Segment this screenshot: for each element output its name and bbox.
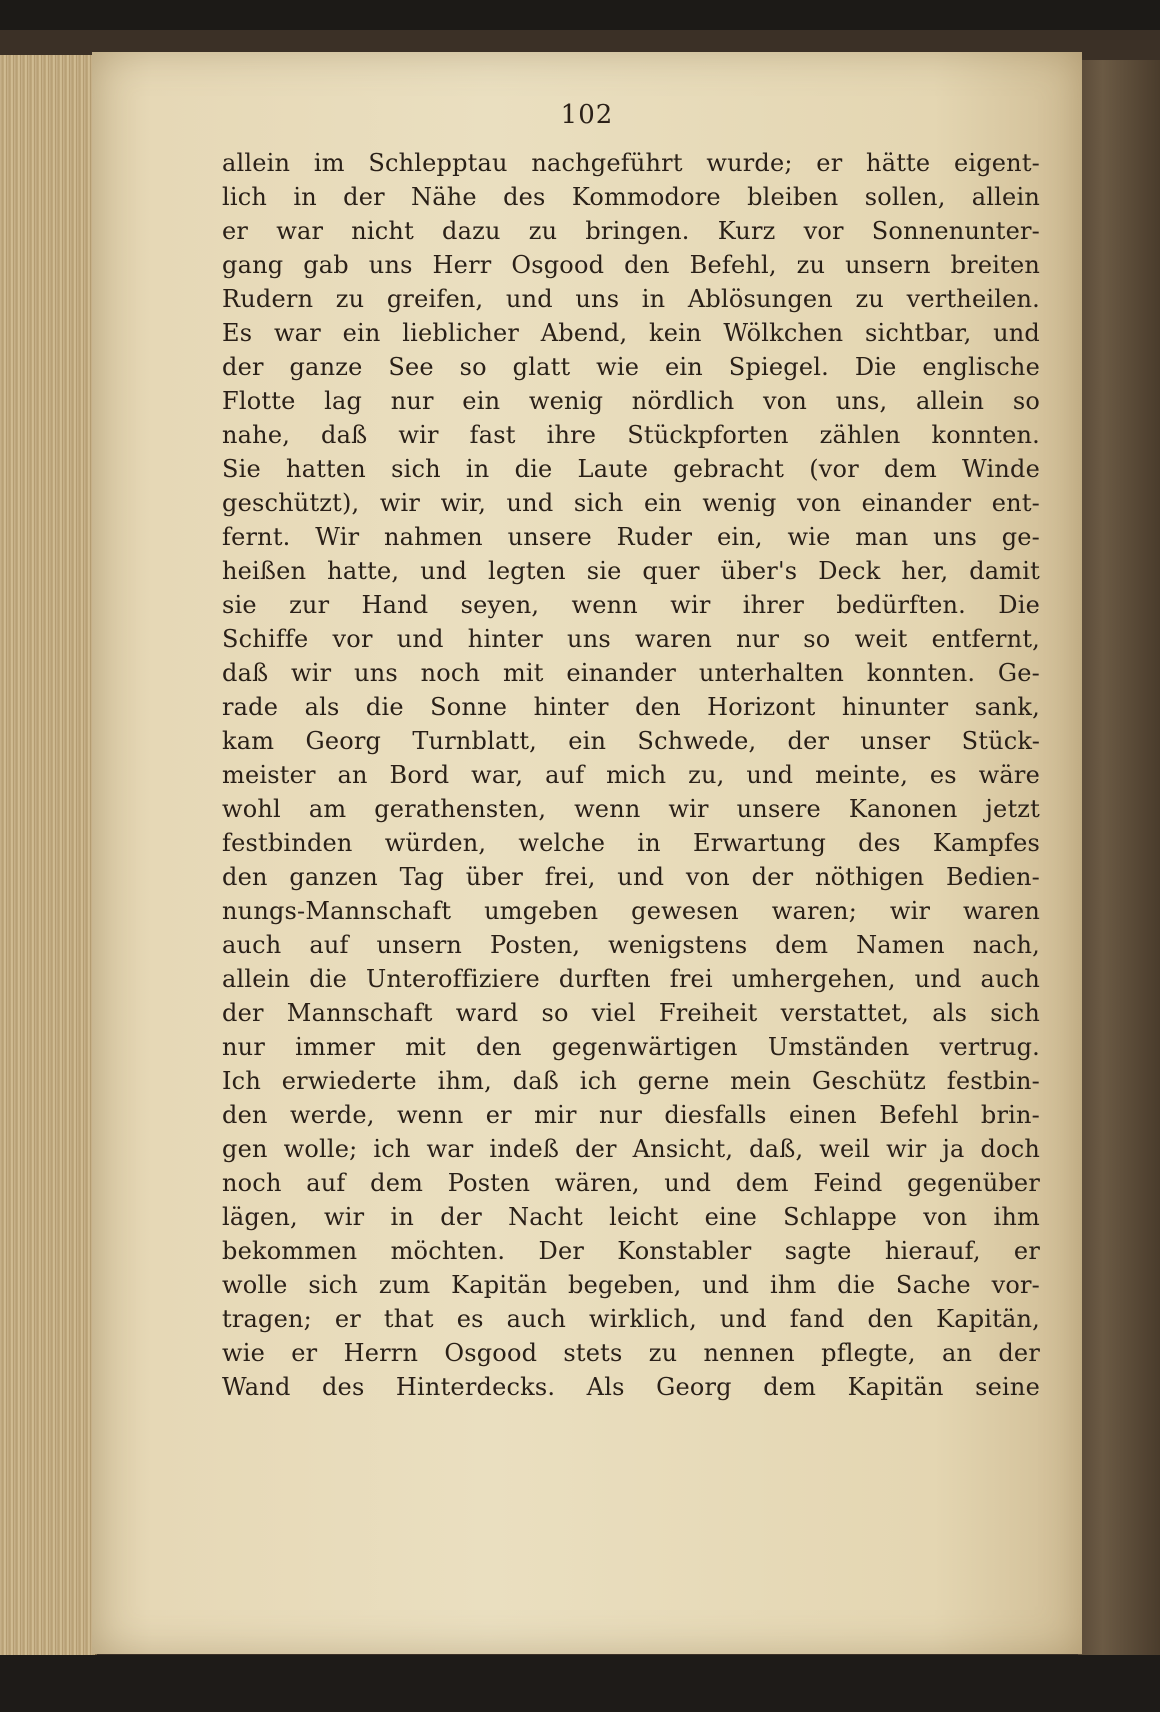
text-line: er war nicht dazu zu bringen. Kurz vor Sonnenunter- [222,217,1040,245]
text-line: Ich erwiederte ihm, daß ich gerne mein Geschütz festbin- [222,1067,1040,1095]
text-line: der ganze See so glatt wie ein Spiegel. Die englische [222,353,1040,381]
text-line: meister an Bord war, auf mich zu, und meinte, es wäre [222,761,1040,789]
text-line: Rudern zu greifen, und uns in Ablösungen zu vertheilen. [222,285,1040,313]
text-line: daß wir uns noch mit einander unterhalten konnten. Ge- [222,659,1040,687]
page-edges [0,55,97,1665]
text-line: auch auf unsern Posten, wenigstens dem Namen nach, [222,931,1040,959]
text-line: noch auf dem Posten wären, und dem Feind gegenüber [222,1169,1040,1197]
text-line: allein im Schlepptau nachgeführt wurde; er hätte eigent- [222,149,1040,177]
text-line: den ganzen Tag über frei, und von der nöthigen Bedien- [222,863,1040,891]
text-line: nungs-Mannschaft umgeben gewesen waren; wir waren [222,897,1040,925]
text-line: Flotte lag nur ein wenig nördlich von uns, allein so [222,387,1040,415]
text-line: Es war ein lieblicher Abend, kein Wölkchen sichtbar, und [222,319,1040,347]
page-number: 102 [560,100,614,130]
book-page [92,52,1082,1654]
text-line: tragen; er that es auch wirklich, und fand den Kapitän, [222,1305,1040,1333]
text-line: allein die Unteroffiziere durften frei umhergehen, und auch [222,965,1040,993]
text-line: rade als die Sonne hinter den Horizont hinunter sank, [222,693,1040,721]
cover-right-edge [1078,60,1160,1670]
text-line: fernt. Wir nahmen unsere Ruder ein, wie man uns ge- [222,523,1040,551]
text-line: gang gab uns Herr Osgood den Befehl, zu unsern breiten [222,251,1040,279]
text-line: kam Georg Turnblatt, ein Schwede, der unser Stück- [222,727,1040,755]
text-line: wolle sich zum Kapitän begeben, und ihm die Sache vor- [222,1271,1040,1299]
text-line: Wand des Hinterdecks. Als Georg dem Kapitän seine [222,1373,1040,1401]
text-line: geschützt), wir wir, und sich ein wenig von einander ent- [222,489,1040,517]
text-line: festbinden würden, welche in Erwartung des Kampfes [222,829,1040,857]
text-line: lägen, wir in der Nacht leicht eine Schlappe von ihm [222,1203,1040,1231]
text-line: der Mannschaft ward so viel Freiheit verstattet, als sich [222,999,1040,1027]
text-line: wohl am gerathensten, wenn wir unsere Kanonen jetzt [222,795,1040,823]
text-line: den werde, wenn er mir nur diesfalls einen Befehl brin- [222,1101,1040,1129]
text-line: Sie hatten sich in die Laute gebracht (vor dem Winde [222,455,1040,483]
text-line: bekommen möchten. Der Konstabler sagte hierauf, er [222,1237,1040,1265]
text-line: nur immer mit den gegenwärtigen Umständen vertrug. [222,1033,1040,1061]
text-line: sie zur Hand seyen, wenn wir ihrer bedürften. Die [222,591,1040,619]
text-line: Schiffe vor und hinter uns waren nur so weit entfernt, [222,625,1040,653]
body-text [222,146,1040,1404]
text-line: gen wolle; ich war indeß der Ansicht, daß, weil wir ja doch [222,1135,1040,1163]
text-line: nahe, daß wir fast ihre Stückpforten zählen konnten. [222,421,1040,449]
text-line: lich in der Nähe des Kommodore bleiben sollen, allein [222,183,1040,211]
scan-background-bottom [0,1655,1160,1712]
text-line: heißen hatte, und legten sie quer über's Deck her, damit [222,557,1040,585]
text-line: wie er Herrn Osgood stets zu nennen pflegte, an der [222,1339,1040,1367]
